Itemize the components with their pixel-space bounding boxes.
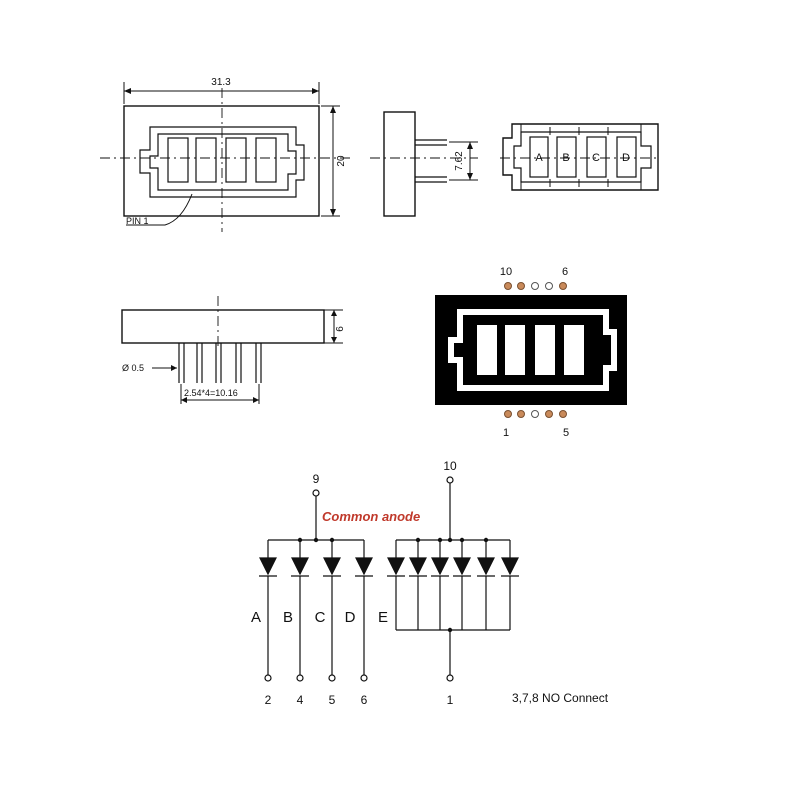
diode-c-symbol bbox=[323, 558, 341, 576]
segment-view-outline bbox=[503, 124, 658, 190]
anode-pin-9-label: 9 bbox=[312, 472, 320, 486]
bottom-height-label: 6 bbox=[335, 326, 346, 332]
anode-pin-10-terminal bbox=[447, 477, 453, 483]
bottom-view-body bbox=[122, 310, 324, 343]
pin-view-cell bbox=[505, 325, 525, 375]
diode-b-symbol bbox=[291, 558, 309, 576]
top-view-cell bbox=[196, 138, 216, 182]
diode-e6-symbol bbox=[501, 558, 519, 576]
pin-dot bbox=[546, 411, 553, 418]
dimension-arrow bbox=[331, 310, 337, 316]
cathode-pin-label: 4 bbox=[296, 693, 304, 707]
cathode-terminal bbox=[361, 675, 367, 681]
diode-e3-symbol bbox=[431, 558, 449, 576]
pitch-label: 2.54*4=10.16 bbox=[184, 388, 238, 398]
pin-label-bottom-left: 1 bbox=[502, 427, 510, 439]
schematic-labels bbox=[251, 459, 609, 707]
pin-label-top-left: 10 bbox=[499, 266, 513, 278]
pin-dot bbox=[518, 411, 525, 418]
cathode-pin-label: 5 bbox=[328, 693, 336, 707]
side-view-body bbox=[384, 112, 415, 216]
junction-dot bbox=[448, 538, 452, 542]
cathode-pin-label: 2 bbox=[264, 693, 272, 707]
top-view-cell bbox=[256, 138, 276, 182]
pin-view-cell bbox=[564, 325, 584, 375]
top-view-body bbox=[124, 106, 319, 216]
junction-dot bbox=[460, 538, 464, 542]
pin-label-top-right: 6 bbox=[561, 266, 569, 278]
pin1-label: PIN 1 bbox=[126, 216, 149, 226]
pin-dot bbox=[560, 283, 567, 290]
side-view bbox=[370, 112, 478, 216]
pin-dot bbox=[505, 283, 512, 290]
segment-label-b: B bbox=[562, 152, 570, 164]
pin-dot bbox=[532, 411, 539, 418]
dimension-arrow bbox=[124, 88, 131, 94]
junction-dot bbox=[298, 538, 302, 542]
pin-diameter-label: Ø 0.5 bbox=[122, 363, 145, 373]
dimension-arrow bbox=[253, 397, 259, 403]
diode-e4-symbol bbox=[453, 558, 471, 576]
dimension-arrow bbox=[330, 106, 336, 113]
pin-dot bbox=[505, 411, 512, 418]
segment-label-a: A bbox=[535, 152, 543, 164]
no-connect-note: 3,7,8 NO Connect bbox=[512, 691, 609, 705]
diode-e2-symbol bbox=[409, 558, 427, 576]
top-view-cell bbox=[168, 138, 188, 182]
diode-d-symbol bbox=[355, 558, 373, 576]
pin-dot bbox=[518, 283, 525, 290]
schematic bbox=[259, 477, 519, 681]
cathode-terminal bbox=[329, 675, 335, 681]
cathode-pin-label: 6 bbox=[360, 693, 368, 707]
segment-label-d: D bbox=[622, 152, 630, 164]
bottom-pin-dots bbox=[505, 411, 567, 418]
pin-view bbox=[435, 266, 627, 439]
segment-label-e: E bbox=[377, 609, 389, 626]
diode-e1-symbol bbox=[387, 558, 405, 576]
common-anode-label: Common anode bbox=[322, 509, 421, 524]
dimension-arrow bbox=[171, 365, 177, 371]
segment-label-c: C bbox=[592, 152, 600, 164]
junction-dot bbox=[438, 538, 442, 542]
pin-view-cell bbox=[477, 325, 497, 375]
anode-pin-10-label: 10 bbox=[443, 459, 457, 473]
pin-view-cell bbox=[535, 325, 555, 375]
dimension-arrow bbox=[467, 173, 473, 180]
dimension-arrow bbox=[312, 88, 319, 94]
pin-spacing-label: 7.62 bbox=[454, 151, 465, 171]
junction-dot bbox=[330, 538, 334, 542]
cathode-pin-label: 1 bbox=[446, 693, 454, 707]
cathode-terminal bbox=[265, 675, 271, 681]
dimension-arrow bbox=[330, 209, 336, 216]
pin-dot bbox=[560, 411, 567, 418]
segment-label-a: A bbox=[250, 609, 262, 626]
top-pin-dots bbox=[505, 283, 567, 290]
junction-dot bbox=[484, 538, 488, 542]
junction-dot bbox=[416, 538, 420, 542]
cathode-terminal bbox=[447, 675, 453, 681]
segment-label-d: D bbox=[344, 609, 356, 626]
top-view-cell bbox=[226, 138, 246, 182]
height-label: 20 bbox=[336, 155, 347, 167]
segment-label-c: C bbox=[314, 609, 326, 626]
dimension-arrow bbox=[467, 142, 473, 149]
cathode-terminal bbox=[297, 675, 303, 681]
pin-dot bbox=[532, 283, 539, 290]
bottom-view bbox=[122, 296, 346, 404]
width-label: 31.3 bbox=[211, 77, 231, 88]
pin-label-bottom-right: 5 bbox=[562, 427, 570, 439]
segment-view bbox=[500, 124, 660, 190]
segment-label-b: B bbox=[282, 609, 294, 626]
diode-e5-symbol bbox=[477, 558, 495, 576]
pin-dot bbox=[546, 283, 553, 290]
dimension-arrow bbox=[331, 337, 337, 343]
junction-dot bbox=[314, 538, 318, 542]
top-view bbox=[100, 77, 350, 232]
diode-a-symbol bbox=[259, 558, 277, 576]
anode-pin-9-terminal bbox=[313, 490, 319, 496]
